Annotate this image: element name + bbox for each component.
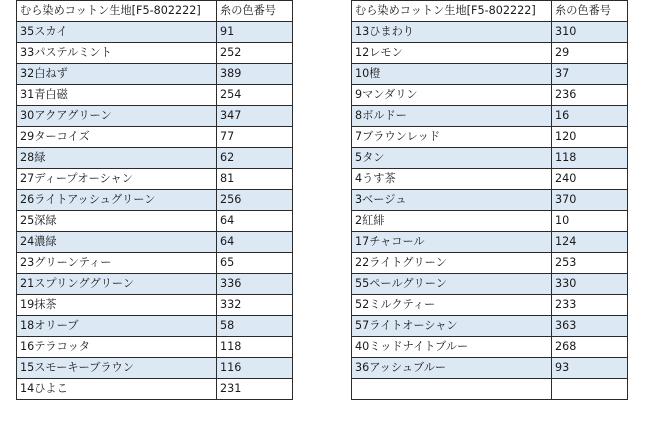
thread-color-number: 310 <box>552 22 628 43</box>
thread-color-number: 64 <box>217 211 293 232</box>
fabric-color-name <box>352 379 552 400</box>
table-row <box>17 316 293 337</box>
fabric-color-name: 27ディープオーシャン <box>17 169 217 190</box>
fabric-color-name: 14ひよこ <box>17 379 217 400</box>
table-row <box>17 358 293 379</box>
fabric-color-name: 16テラコッタ <box>17 337 217 358</box>
thread-color-number: 118 <box>552 148 628 169</box>
thread-color-number: 65 <box>217 253 293 274</box>
color-table-left <box>16 0 293 400</box>
fabric-color-name: 57ライトオーシャン <box>352 316 552 337</box>
thread-color-number: 116 <box>217 358 293 379</box>
table-row <box>17 43 293 64</box>
fabric-color-name: 28緑 <box>17 148 217 169</box>
table-row <box>352 232 628 253</box>
table-header-row <box>17 1 293 22</box>
fabric-color-name: 15スモーキーブラウン <box>17 358 217 379</box>
header-fabric-name: むら染めコットン生地[F5-802222] <box>352 1 552 22</box>
table-row <box>17 106 293 127</box>
table-row <box>352 253 628 274</box>
fabric-color-name: 33パステルミント <box>17 43 217 64</box>
fabric-color-name: 12レモン <box>352 43 552 64</box>
thread-color-number: 330 <box>552 274 628 295</box>
fabric-color-name: 8ボルドー <box>352 106 552 127</box>
thread-color-number: 256 <box>217 190 293 211</box>
table-row <box>352 127 628 148</box>
table-row <box>352 337 628 358</box>
thread-color-number: 347 <box>217 106 293 127</box>
fabric-color-name: 31青白磁 <box>17 85 217 106</box>
table-row <box>17 274 293 295</box>
header-fabric-name: むら染めコットン生地[F5-802222] <box>17 1 217 22</box>
table-row <box>17 127 293 148</box>
thread-color-number: 93 <box>552 358 628 379</box>
table-row <box>17 190 293 211</box>
thread-color-number: 64 <box>217 232 293 253</box>
thread-color-number: 91 <box>217 22 293 43</box>
table-header-row <box>352 1 628 22</box>
table-row <box>17 295 293 316</box>
fabric-color-name: 32白ねず <box>17 64 217 85</box>
thread-color-number: 268 <box>552 337 628 358</box>
thread-color-number: 29 <box>552 43 628 64</box>
fabric-color-name: 22ライトグリーン <box>352 253 552 274</box>
fabric-color-name: 29ターコイズ <box>17 127 217 148</box>
table-row <box>17 379 293 400</box>
thread-color-number: 236 <box>552 85 628 106</box>
table-row <box>352 190 628 211</box>
table-row <box>352 379 628 400</box>
fabric-color-name: 55ペールグリーン <box>352 274 552 295</box>
table-row <box>17 211 293 232</box>
thread-color-number: 233 <box>552 295 628 316</box>
table-row <box>17 64 293 85</box>
fabric-color-name: 10橙 <box>352 64 552 85</box>
fabric-color-name: 36アッシュブルー <box>352 358 552 379</box>
fabric-color-name: 26ライトアッシュグリーン <box>17 190 217 211</box>
table-row <box>352 22 628 43</box>
fabric-color-name: 9マンダリン <box>352 85 552 106</box>
thread-color-number: 124 <box>552 232 628 253</box>
thread-color-number: 253 <box>552 253 628 274</box>
thread-color-number: 370 <box>552 190 628 211</box>
table-row <box>17 253 293 274</box>
table-row <box>17 169 293 190</box>
table-row <box>352 85 628 106</box>
table-row <box>352 274 628 295</box>
table-row <box>17 232 293 253</box>
fabric-color-name: 13ひまわり <box>352 22 552 43</box>
thread-color-number: 231 <box>217 379 293 400</box>
thread-color-number: 10 <box>552 211 628 232</box>
fabric-color-name: 4うす茶 <box>352 169 552 190</box>
fabric-color-name: 24濃緑 <box>17 232 217 253</box>
table-row <box>352 64 628 85</box>
table-row <box>352 211 628 232</box>
fabric-color-name: 21スプリンググリーン <box>17 274 217 295</box>
thread-color-number: 254 <box>217 85 293 106</box>
table-row <box>352 106 628 127</box>
fabric-color-name: 5タン <box>352 148 552 169</box>
fabric-color-name: 52ミルクティー <box>352 295 552 316</box>
fabric-color-name: 7ブラウンレッド <box>352 127 552 148</box>
thread-color-number: 332 <box>217 295 293 316</box>
table-row <box>352 43 628 64</box>
table-row <box>352 295 628 316</box>
thread-color-number: 62 <box>217 148 293 169</box>
thread-color-number: 81 <box>217 169 293 190</box>
fabric-color-name: 18オリーブ <box>17 316 217 337</box>
thread-color-number: 363 <box>552 316 628 337</box>
table-row <box>352 169 628 190</box>
fabric-color-name: 3ベージュ <box>352 190 552 211</box>
thread-color-number: 37 <box>552 64 628 85</box>
thread-color-number: 77 <box>217 127 293 148</box>
color-table-right <box>351 0 628 400</box>
table-row <box>17 85 293 106</box>
fabric-color-name: 25深緑 <box>17 211 217 232</box>
table-body <box>352 22 628 400</box>
table-body <box>17 22 293 400</box>
thread-color-number: 118 <box>217 337 293 358</box>
thread-color-number: 120 <box>552 127 628 148</box>
thread-color-number: 58 <box>217 316 293 337</box>
thread-color-number: 16 <box>552 106 628 127</box>
header-thread-color-number: 糸の色番号 <box>217 1 293 22</box>
fabric-color-name: 17チャコール <box>352 232 552 253</box>
thread-color-number: 336 <box>217 274 293 295</box>
thread-color-number: 252 <box>217 43 293 64</box>
fabric-color-name: 2紅緋 <box>352 211 552 232</box>
fabric-color-name: 30アクアグリーン <box>17 106 217 127</box>
table-row <box>352 316 628 337</box>
fabric-color-name: 19抹茶 <box>17 295 217 316</box>
thread-color-number: 240 <box>552 169 628 190</box>
thread-color-number: 389 <box>217 64 293 85</box>
fabric-color-name: 40ミッドナイトブルー <box>352 337 552 358</box>
table-row <box>17 22 293 43</box>
table-row <box>352 358 628 379</box>
fabric-color-name: 23グリーンティー <box>17 253 217 274</box>
table-row <box>352 148 628 169</box>
header-thread-color-number: 糸の色番号 <box>552 1 628 22</box>
table-row <box>17 148 293 169</box>
fabric-color-name: 35スカイ <box>17 22 217 43</box>
table-row <box>17 337 293 358</box>
thread-color-number <box>552 379 628 400</box>
